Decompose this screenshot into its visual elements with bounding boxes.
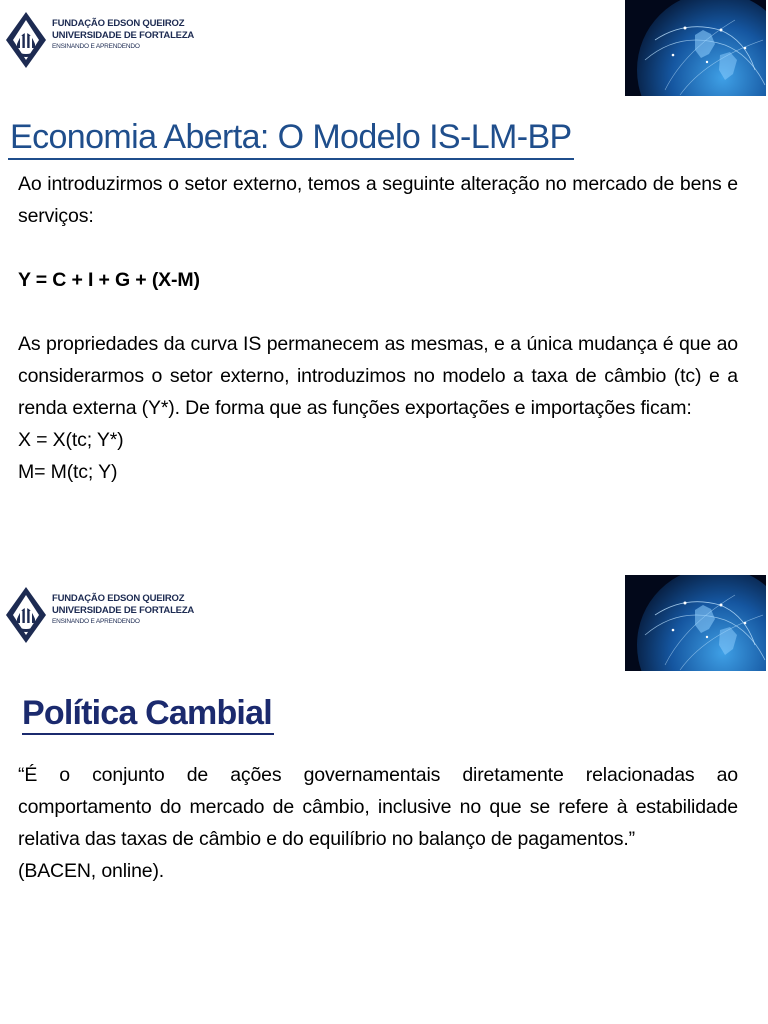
logo-line-2: UNIVERSIDADE DE FORTALEZA [52,605,195,616]
export-function: X = X(tc; Y*) [18,429,124,451]
university-emblem-icon [4,583,48,647]
university-emblem-icon [4,8,48,72]
slide-body [18,759,738,887]
intro-paragraph: Ao introduzirmos o setor externo, temos a seguinte alteração no mercado de bens e serviços: [18,173,738,227]
import-function: M= M(tc; Y) [18,461,118,483]
logo-tagline: ENSINANDO E APRENDENDO [52,618,140,625]
logo-line-1: FUNDAÇÃO EDSON QUEIROZ [52,18,185,29]
university-logo [4,8,195,72]
slide-body [18,168,738,488]
globe-network-image [625,0,766,96]
globe-network-image [625,575,766,671]
slide-title: Política Cambial [22,693,274,735]
university-logo [4,583,195,647]
slide-title: Economia Aberta: O Modelo IS-LM-BP [8,118,574,160]
logo-line-1: FUNDAÇÃO EDSON QUEIROZ [52,593,185,604]
definition-quote: “É o conjunto de ações governamentais diretamente relacionadas ao comportamento do mercado de câmbio, inclusive no que se refere à estabilidade relativa das taxas de câmbio e do equilíbrio no balanço de pagamentos.” [18,764,738,850]
slide-2 [0,575,768,1024]
logo-line-2: UNIVERSIDADE DE FORTALEZA [52,30,195,41]
logo-tagline: ENSINANDO E APRENDENDO [52,43,140,50]
citation: (BACEN, online). [18,860,165,882]
is-curve-paragraph: As propriedades da curva IS permanecem as mesmas, e a única mudança é que ao considerarmos o setor externo, introduzimos no modelo a taxa de câmbio (tc) e a renda externa (Y*). De forma que as funções exportações e importações ficam: [18,333,738,419]
income-equation: Y = C + I + G + (X-M) [18,269,200,291]
